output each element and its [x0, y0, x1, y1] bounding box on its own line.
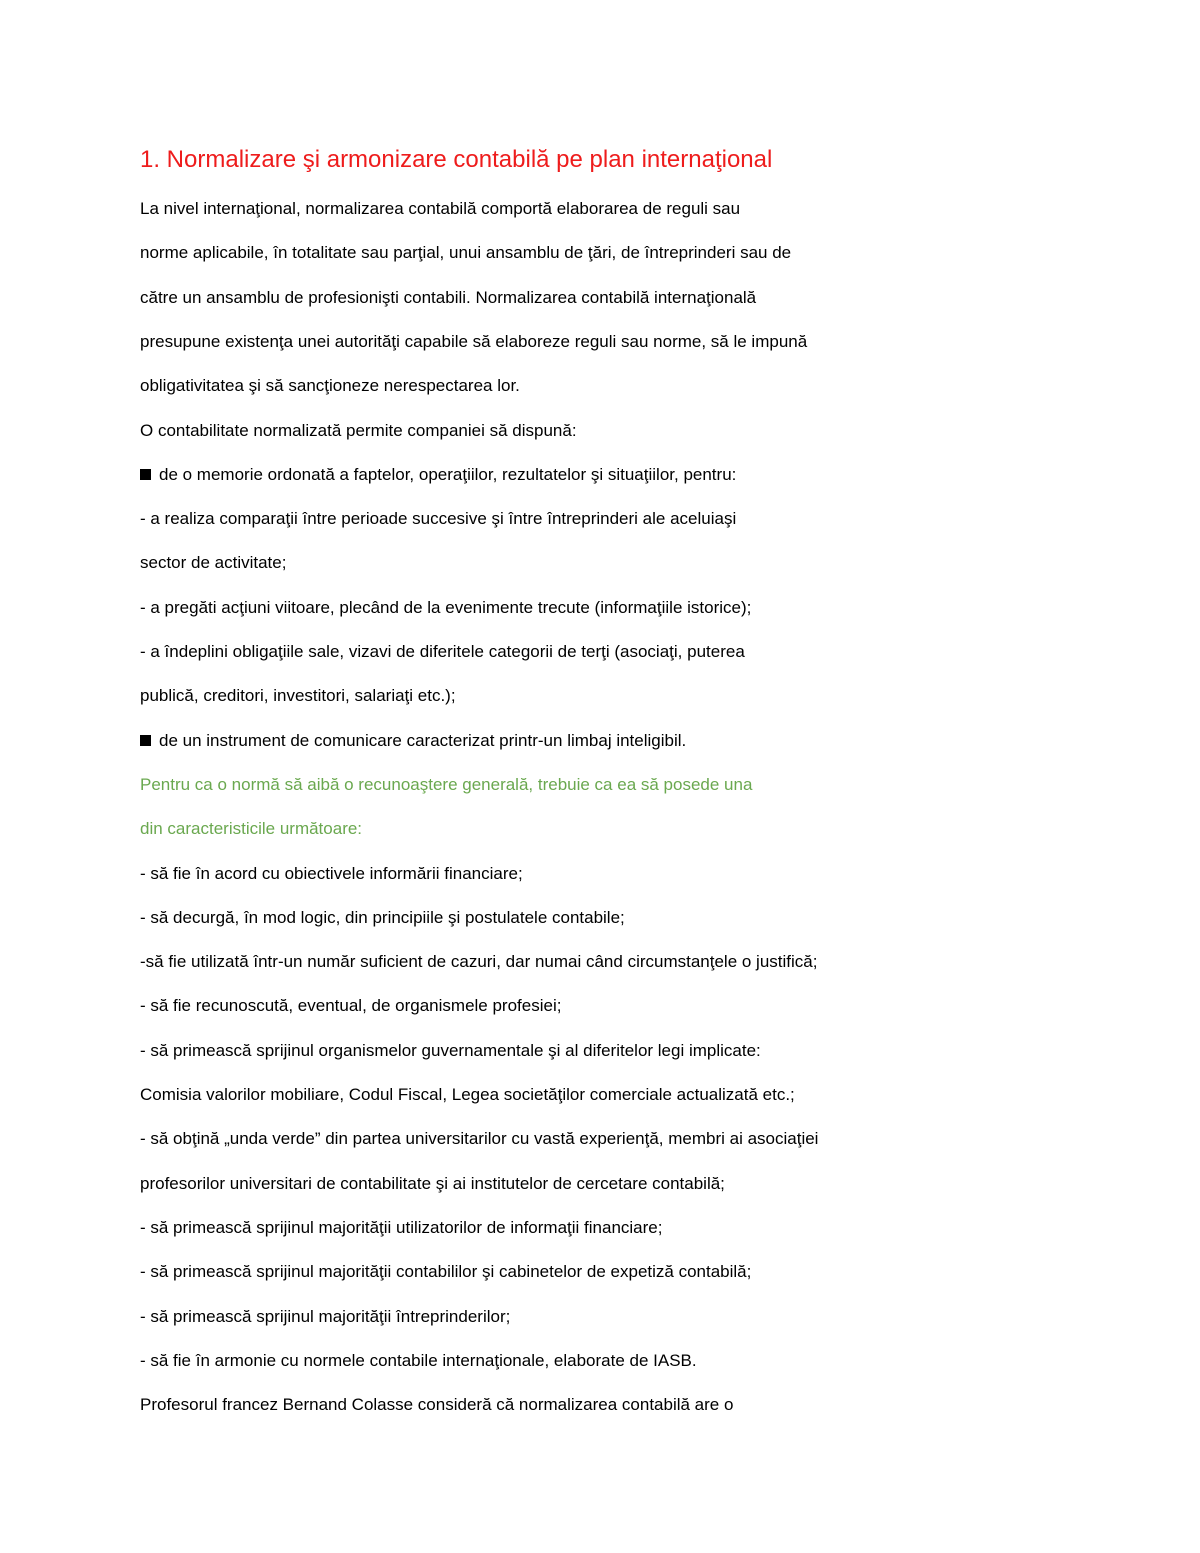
- paragraph-line: - să obţină „unda verde” din partea universitarilor cu vastă experienţă, membri ai asociaţiei: [140, 1129, 819, 1149]
- paragraph-line: profesorilor universitari de contabilitate şi ai institutelor de cercetare contabilă;: [140, 1173, 725, 1193]
- square-bullet-icon: [140, 469, 151, 480]
- paragraph-line: Comisia valorilor mobiliare, Codul Fiscal, Legea societăţilor comerciale actualizată etc.;: [140, 1085, 795, 1104]
- paragraph-line: norme aplicabile, în totalitate sau parţial, unui ansamblu de ţări, de întreprinderi sau de: [140, 243, 792, 263]
- paragraph-line: - să fie în armonie cu normele contabile internaţionale, elaborate de IASB.: [140, 1350, 697, 1370]
- paragraph-line: - să fie recunoscută, eventual, de organismele profesiei;: [140, 996, 562, 1016]
- paragraph-line: - să fie în acord cu obiectivele informării financiare;: [140, 863, 523, 883]
- paragraph-line: La nivel internaţional, normalizarea contabilă comportă elaborarea de reguli sau: [140, 199, 741, 218]
- bullet-text: de o memorie ordonată a faptelor, operaţiilor, rezultatelor şi situaţiilor, pentru:: [159, 464, 737, 484]
- paragraph-line: Profesorul francez Bernand Colasse consideră că normalizarea contabilă are o: [140, 1395, 734, 1415]
- square-bullet-icon: [140, 735, 151, 746]
- paragraph-line: obligativitatea şi să sancţioneze nerespectarea lor.: [140, 376, 520, 396]
- paragraph-line: - să primească sprijinul majorităţii contabililor şi cabinetelor de expetiză contabilă;: [140, 1262, 752, 1282]
- paragraph-line: sector de activitate;: [140, 553, 287, 573]
- paragraph-line: - să primească sprijinul majorităţii întreprinderilor;: [140, 1306, 511, 1326]
- paragraph-line: - să primească sprijinul organismelor guvernamentale şi al diferitelor legi implicate:: [140, 1040, 761, 1060]
- bullet-item: [140, 729, 686, 753]
- paragraph-line: - a pregăti acţiuni viitoare, plecând de la evenimente trecute (informaţiile istorice);: [140, 597, 752, 617]
- bullet-item: [140, 463, 736, 487]
- highlighted-paragraph-line: din caracteristicile următoare:: [140, 819, 363, 839]
- paragraph-line: presupune existenţa unei autorităţi capabile să elaboreze reguli sau norme, să le impună: [140, 331, 808, 351]
- section-heading: 1. Normalizare şi armonizare contabilă pe plan internaţional: [140, 146, 773, 173]
- paragraph-line: O contabilitate normalizată permite companiei să dispună:: [140, 420, 577, 440]
- paragraph-line: -să fie utilizată într-un număr suficient de cazuri, dar numai când circumstanţele o justifică;: [140, 952, 818, 972]
- paragraph-line: - a realiza comparaţii între perioade succesive şi între întreprinderi ale aceluiaşi: [140, 509, 737, 529]
- highlighted-paragraph-line: Pentru ca o normă să aibă o recunoaştere generală, trebuie ca ea să posede una: [140, 774, 753, 794]
- paragraph-line: publică, creditori, investitori, salariaţi etc.);: [140, 686, 456, 706]
- paragraph-line: - să primească sprijinul majorităţii utilizatorilor de informaţii financiare;: [140, 1217, 663, 1237]
- bullet-text: de un instrument de comunicare caracterizat printr-un limbaj inteligibil.: [159, 730, 687, 750]
- paragraph-line: către un ansamblu de profesionişti contabili. Normalizarea contabilă internaţională: [140, 287, 757, 307]
- paragraph-line: - să decurgă, în mod logic, din principiile şi postulatele contabile;: [140, 907, 625, 927]
- paragraph-line: - a îndeplini obligaţiile sale, vizavi de diferitele categorii de terţi (asociaţi, puterea: [140, 642, 745, 661]
